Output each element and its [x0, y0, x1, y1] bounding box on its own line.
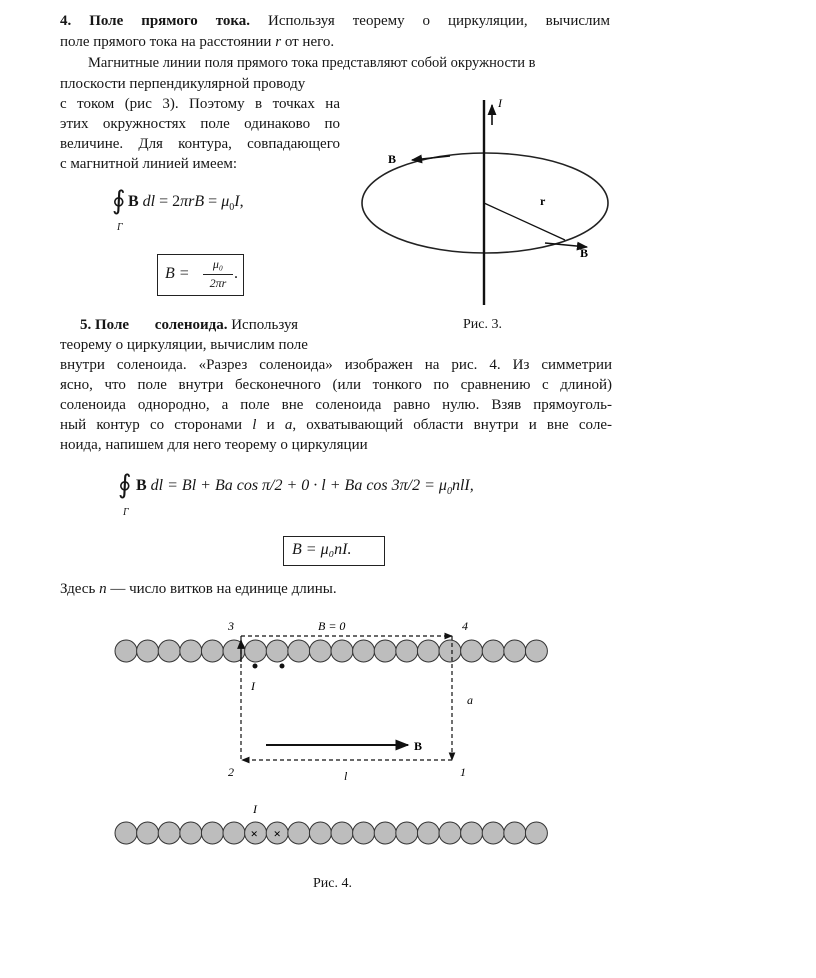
boxed-period: .	[234, 265, 238, 282]
label-current-I: I	[498, 96, 502, 110]
solenoid-turn-top	[461, 640, 483, 662]
section4-line7: величине. Для контура, совпадающего	[60, 136, 340, 152]
figure-4-solenoid	[0, 600, 816, 900]
boxed-formula-solenoid	[283, 536, 385, 566]
label-corner-4: 4	[462, 619, 468, 633]
solenoid-turn-bottom	[223, 822, 245, 844]
solenoid-turn-bottom	[374, 822, 396, 844]
solenoid-bottom-row	[115, 822, 547, 844]
section5-line4: ясно, что поле внутри бесконечного (или тонкого по сравнению с длиной)	[60, 377, 612, 393]
solenoid-turn-bottom	[180, 822, 202, 844]
solenoid-turn-top	[309, 640, 331, 662]
solenoid-turn-bottom	[417, 822, 439, 844]
section4-line2-a: поле прямого тока на расстоянии	[60, 34, 276, 50]
solenoid-turn-top	[504, 640, 526, 662]
solenoid-turn-bottom	[504, 822, 526, 844]
section5-heading-a: Поле	[95, 317, 130, 333]
section4-line8: с магнитной линией имеем:	[60, 156, 238, 172]
solenoid-turn-top	[180, 640, 202, 662]
boxed-denominator: 2πr	[209, 276, 227, 290]
contour-gamma-1: Γ	[117, 222, 123, 233]
section4-line2-b: от него.	[281, 34, 335, 50]
formula-circulation-1: B dl = $2\pi rB = \mu_0I$,	[128, 193, 244, 214]
section4-line5: с током (рис 3). Поэтому в точках на	[60, 96, 340, 112]
section4-line3: Магнитные линии поля прямого тока представляют собой окружности в	[88, 55, 536, 71]
formula-circulation-2: B dl = Bl + Ba cos π/2 + 0 · l + Ba $\cos 3\pi/2 = \mu_0nlI$,	[136, 477, 474, 498]
section4-line1	[60, 11, 610, 31]
solenoid-turn-top	[331, 640, 353, 662]
figure-3-straight-wire	[350, 95, 640, 310]
section5-line2: теорему о циркуляции, вычислим поле	[60, 337, 308, 353]
boxed-lhs: B =	[165, 265, 190, 282]
section5-line3: внутри соленоида. «Разрез соленоида» изображен на рис. 4. Из симметрии	[60, 357, 612, 373]
radius-line	[484, 203, 565, 240]
section5-line6-c: , охватывающий области внутри и вне соле-	[292, 417, 612, 433]
contour-gamma-2: Γ	[123, 507, 129, 518]
label-B-zero: B = 0	[318, 619, 346, 633]
section5-line7: ноида, напишем для него теорему о циркуляции	[60, 437, 368, 453]
solenoid-turn-bottom	[115, 822, 137, 844]
figure-3-caption: Рис. 3.	[463, 317, 502, 332]
current-cross: ×	[250, 826, 258, 841]
section4-line4: плоскости перпендикулярной проводу	[60, 76, 306, 92]
boxed-formula-straight-wire	[157, 254, 244, 296]
section5-line1-text: Используя	[231, 317, 298, 333]
solenoid-turn-top	[353, 640, 375, 662]
figure-4-caption: Рис. 4.	[313, 876, 352, 891]
label-corner-3: 3	[228, 619, 234, 633]
solenoid-turn-top	[137, 640, 159, 662]
boxed-numerator: μ₀	[212, 257, 224, 271]
solenoid-turn-bottom	[525, 822, 547, 844]
section4-heading: Поле прямого тока.	[89, 13, 251, 29]
solenoid-turn-top	[417, 640, 439, 662]
section5-heading-b: соленоида.	[154, 317, 228, 333]
section5-line6-b: и	[256, 417, 285, 433]
solenoid-turn-top	[482, 640, 504, 662]
solenoid-turn-top	[115, 640, 137, 662]
solenoid-turn-bottom	[396, 822, 418, 844]
var-r: r	[275, 34, 282, 50]
label-r: r	[540, 194, 546, 208]
solenoid-turn-bottom	[288, 822, 310, 844]
solenoid-turn-top	[439, 640, 461, 662]
label-B-bottom: B	[580, 246, 589, 260]
section4-line6: этих окружностях поле одинаково по	[60, 116, 340, 132]
label-current-I-top: I	[251, 679, 255, 693]
note-a: Здесь	[60, 581, 100, 597]
solenoid-turn-top	[245, 640, 267, 662]
label-B-top: B	[388, 152, 397, 166]
section4-number: 4.	[60, 13, 72, 29]
section5-line1	[80, 315, 298, 335]
section5-line6-a: ный контур со сторонами	[60, 417, 253, 433]
var-a: a	[284, 417, 293, 433]
current-cross: ×	[273, 826, 281, 841]
solenoid-turn-bottom	[439, 822, 461, 844]
label-corner-2: 2	[228, 765, 234, 779]
current-dot-1	[253, 664, 258, 669]
solenoid-turn-bottom	[482, 822, 504, 844]
label-current-I-bottom: I	[253, 802, 257, 816]
solenoid-turn-bottom	[158, 822, 180, 844]
contour-integral-sign-2: ∮	[118, 470, 132, 499]
solenoid-top-row	[115, 640, 547, 662]
solenoid-turn-top	[396, 640, 418, 662]
note-b: — число витков на единице длины.	[106, 581, 337, 597]
solenoid-turn-top	[374, 640, 396, 662]
var-n: n	[99, 581, 107, 597]
section5-note	[60, 579, 337, 599]
label-B-inside: B	[414, 739, 423, 753]
label-corner-1: 1	[460, 765, 466, 779]
solenoid-turn-bottom	[137, 822, 159, 844]
contour-integral-sign-1: ∮	[112, 186, 126, 215]
field-arrow-top	[412, 156, 450, 160]
section5-line5: соленоида однородно, а поле вне соленоида равно нулю. Взяв прямоуголь-	[60, 397, 612, 413]
var-l: l	[252, 417, 257, 433]
solenoid-turn-bottom	[461, 822, 483, 844]
label-side-l: l	[344, 769, 348, 783]
boxed2-text: B = μ₀nI.	[292, 541, 352, 558]
solenoid-turn-bottom	[309, 822, 331, 844]
current-dot-2	[280, 664, 285, 669]
solenoid-turn-top	[266, 640, 288, 662]
fraction-bar	[203, 274, 233, 275]
solenoid-turn-top	[201, 640, 223, 662]
section4-line2	[60, 32, 334, 52]
solenoid-turn-bottom	[201, 822, 223, 844]
section5-line6	[60, 415, 612, 435]
section4-line1-text: Используя теорему о циркуляции, вычислим	[268, 13, 611, 29]
solenoid-turn-top	[525, 640, 547, 662]
solenoid-turn-bottom	[331, 822, 353, 844]
section5-number: 5.	[80, 317, 92, 333]
solenoid-turn-top	[288, 640, 310, 662]
label-side-a: a	[467, 693, 473, 707]
solenoid-turn-bottom	[353, 822, 375, 844]
solenoid-turn-top	[158, 640, 180, 662]
